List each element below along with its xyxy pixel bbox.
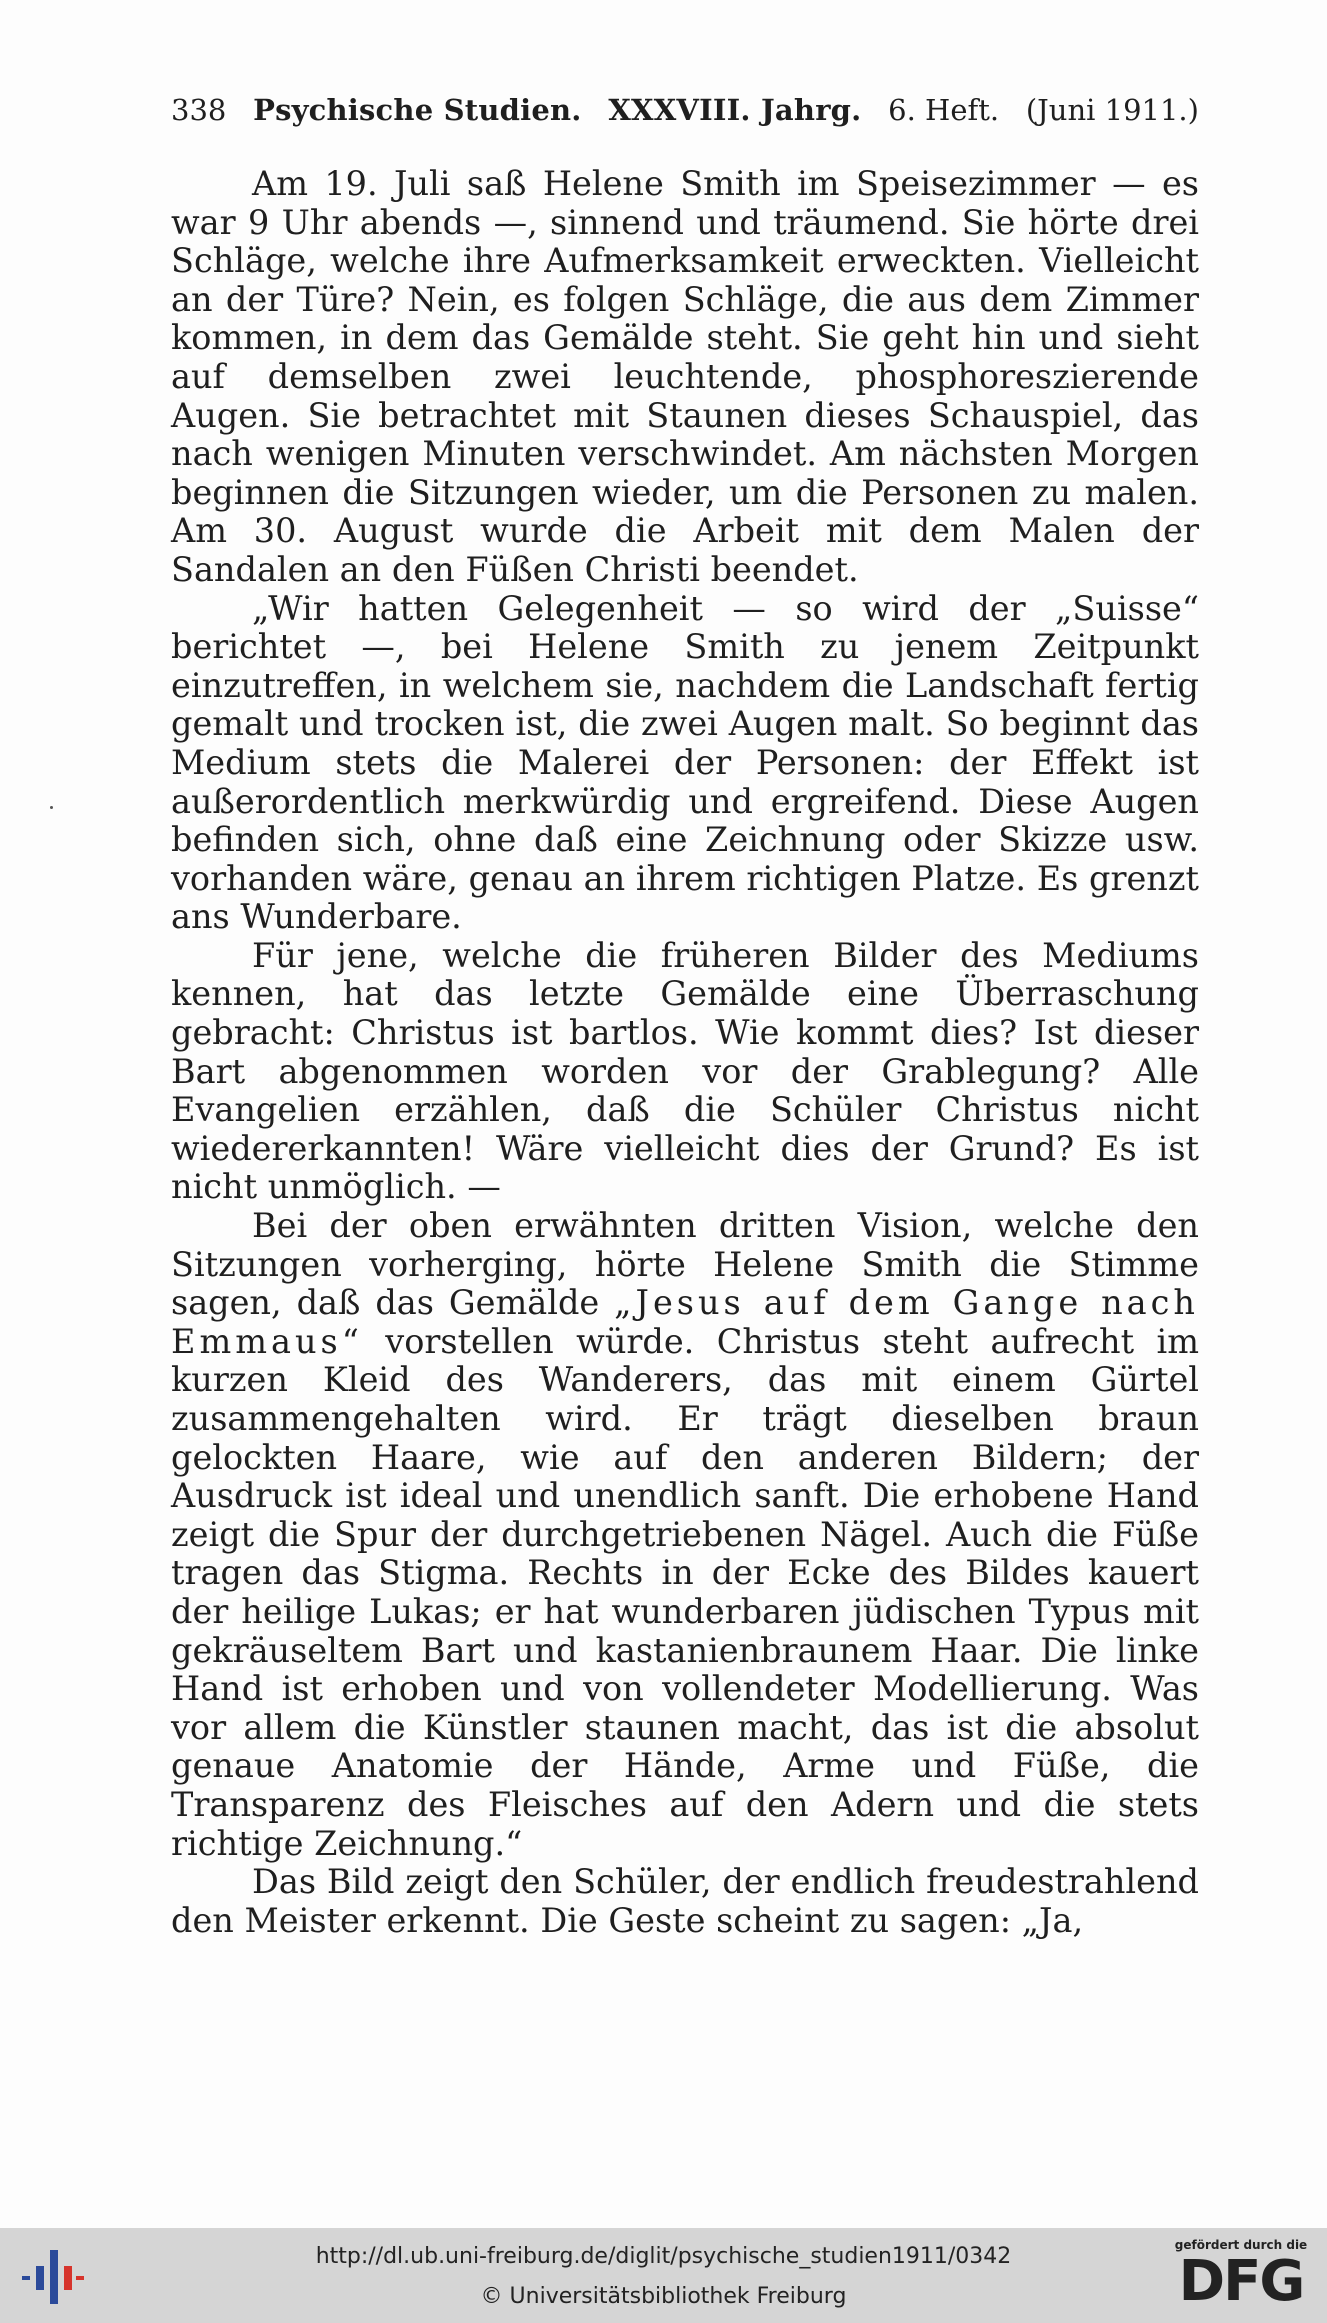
paragraph-4 (171, 1207, 1199, 1863)
paragraph-4-after: vorstellen würde. Christus steht aufrecht im kurzen Kleid des Wanderers, das mit einem Gürtel zusammengehalten wird. Er trägt dieselben braun gelockten Haare, wie auf den anderen Bildern; der Ausdruck ist ideal und unendlich sanft. Die erhobene Hand zeigt die Spur der durchgetriebenen Nägel. Auch die Füße tragen das Stigma. Rechts in der Ecke des Bildes kauert der heilige Lukas; er hat wunderbaren jüdischen Typus mit gekräuseltem Bart und kastanienbraunem Haar. Die linke Hand ist erhoben und von vollendeter Modellierung. Was vor allem die Künstler staunen macht, das ist die absolut genaue Anatomie der Hände, Arme und Füße, die Transparenz des Fleisches auf den Adern und die stets richtige Zeichnung.“ (171, 1321, 1199, 1863)
paragraph-4-before: Bei der oben erwähnten dritten Vision, welche den Sitzungen vorherging, hörte Helene Smith die Stimme sagen, daß das Gemälde (171, 1206, 1199, 1323)
paragraph-2: „Wir hatten Gelegenheit — so wird der „Suisse“ berichtet —, bei Helene Smith zu jenem Zeitpunkt einzutreffen, in welchem sie, nachdem die Landschaft fertig gemalt und trocken ist, die zwei Augen malt. So beginnt das Medium stets die Malerei der Personen: der Effekt ist außerordentlich merkwürdig und ergreifend. Diese Augen befinden sich, ohne daß eine Zeichnung oder Skizze usw. vorhanden wäre, genau an ihrem richtigen Platze. Es grenzt ans Wunderbare. (171, 588, 1199, 937)
dfg-wordmark: DFG (1178, 2249, 1304, 2314)
scan-speck (50, 806, 53, 809)
volume-label: XXXVIII. Jahrg. (608, 93, 862, 127)
journal-title: Psychische Studien. (253, 93, 582, 127)
issue-label: 6. Heft. (888, 93, 1000, 127)
copyright-text: © Universitätsbibliothek Freiburg (480, 2284, 847, 2309)
painting-title-spaced: „Jesus auf dem Gange nach Emmaus“ (171, 1283, 1199, 1361)
issue-date: (Juni 1911.) (1025, 93, 1199, 127)
page-number: 338 (171, 93, 227, 127)
paragraph-3: Für jene, welche die früheren Bilder des Mediums kennen, hat das letzte Gemälde eine Überraschung gebracht: Christus ist bartlos. Wie kommt dies? Ist dieser Bart abgenommen worden vor der Grablegung? Alle Evangelien erzählen, daß die Schüler Christus nicht wiedererkannten! Wäre vielleicht dies der Grund? Es ist nicht unmöglich. — (171, 935, 1199, 1207)
footer-bar (0, 2228, 1327, 2323)
dfg-logo (1171, 2238, 1311, 2318)
dfg-tagline: gefördert durch die (1174, 2238, 1308, 2252)
paragraph-5: Das Bild zeigt den Schüler, der endlich freudestrahlend den Meister erkennt. Die Geste scheint zu sagen: „Ja, (171, 1862, 1199, 1940)
source-url-link[interactable]: http://dl.ub.uni-freiburg.de/diglit/psychische_studien1911/0342 (315, 2244, 1012, 2269)
running-header (171, 92, 1199, 128)
paragraph-1: Am 19. Juli saß Helene Smith im Speisezimmer — es war 9 Uhr abends —, sinnend und träumend. Sie hörte drei Schläge, welche ihre Aufmerksamkeit erweckten. Vielleicht an der Türe? Nein, es folgen Schläge, die aus dem Zimmer kommen, in dem das Gemälde steht. Sie geht hin und sieht auf demselben zwei leuchtende, phosphoreszierende Augen. Sie betrachtet mit Staunen dieses Schauspiel, das nach wenigen Minuten verschwindet. Am nächsten Morgen beginnen die Sitzungen wieder, um die Personen zu malen. Am 30. August wurde die Arbeit mit dem Malen der Sandalen an den Füßen Christi beendet. (171, 164, 1199, 589)
body-text (171, 165, 1199, 1940)
